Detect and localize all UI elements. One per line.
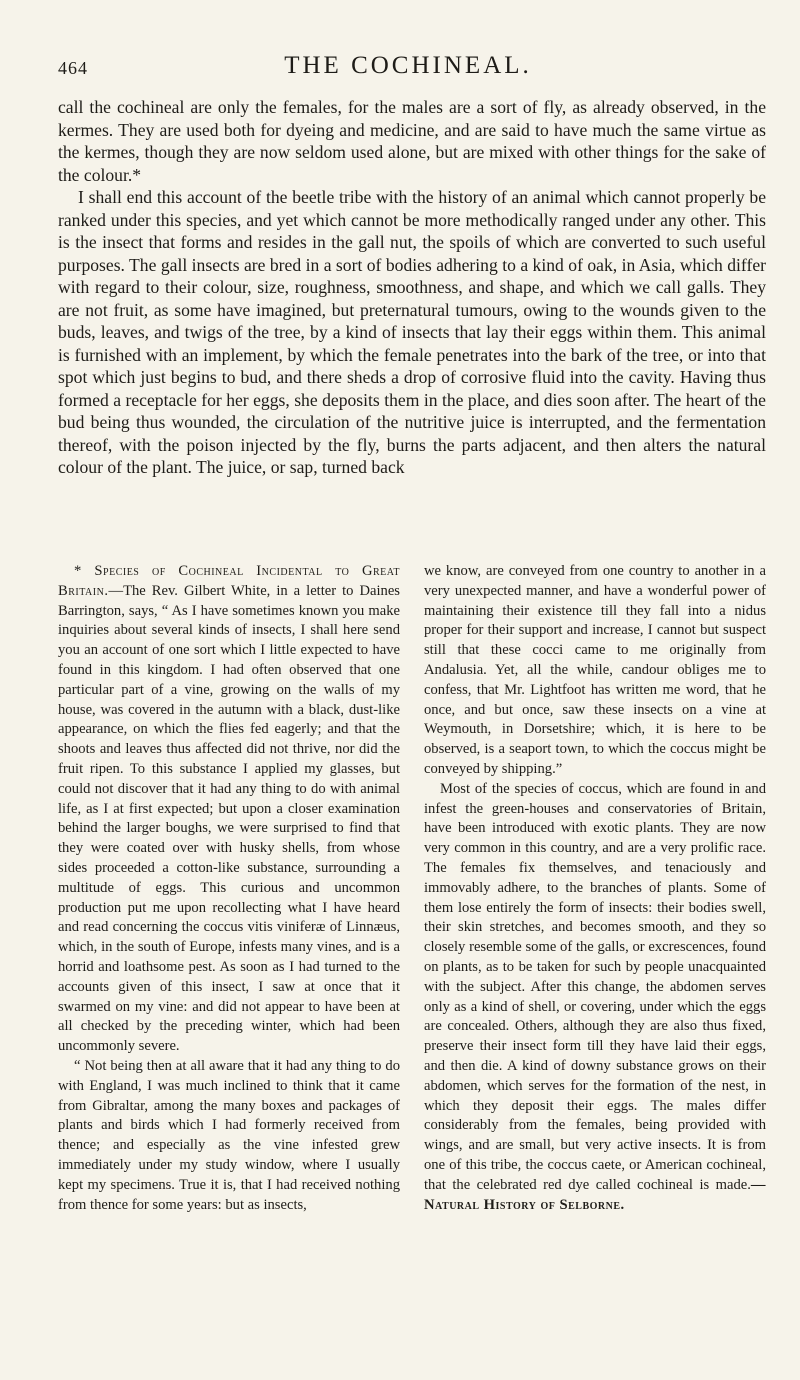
footnote-column-left	[58, 562, 400, 1215]
footnote-paragraph-2: “ Not being then at all aware that it had any thing to do with England, I was much inclined to think that it came from Gibraltar, among the many boxes and packages of plants and birds which I had formerly received from thence; and especially as the vine infested grew immediately under my study window, where I usually kept my specimens. True it is, that I had received nothing from thence for some years: but as insects,	[58, 1057, 400, 1213]
running-title: THE COCHINEAL.	[284, 52, 532, 79]
footnote-paragraph-4	[424, 780, 766, 1216]
footnote-source: —Natural History of Selborne.	[424, 1176, 766, 1213]
main-text	[58, 96, 766, 479]
page-header	[58, 52, 758, 82]
footnote-text-1: —The Rev. Gilbert White, in a letter to Daines Barrington, says, “ As I have sometimes known you make inquiries about several kinds of insects, I shall here send you an account of one sort which I little expected to have found in this kingdom. I had often observed that one particular part of a vine, growing on the walls of my house, was covered in the autumn with a black, dust-like appearance, on which the flies fed eagerly; and that the shoots and leaves thus affected did not thrive, nor did the fruit ripen. To this substance I applied my glasses, but could not discover that it had any thing to do with animal life, as I at first expected; but upon a closer examination behind the larger boughs, we were surprised to find that they were coated over with husky shells, from whose sides proceeded a cotton-like substance, surrounding a multitude of eggs. This curious and uncommon production put me upon recollecting what I have heard and read concerning the coccus vitis viniferæ of Linnæus, which, in the south of Europe, infests many vines, and is a horrid and loathsome pest. As soon as I had turned to the accounts given of this insect, I saw at once that it swarmed on my vine: and did not appear to have been at all checked by the preceding winter, which had been uncommonly severe.	[58, 582, 400, 1055]
footnote-paragraph-1	[58, 562, 400, 1057]
paragraph-continuation: call the cochineal are only the females, for the males are a sort of fly, as already observed, in the kermes. They are used both for dyeing and medicine, and are said to have much the same virtue as the kermes, though they are now seldom used alone, but are mixed with other things for the sake of the colour.*	[58, 97, 766, 185]
paragraph-gall-insect: I shall end this account of the beetle tribe with the history of an animal which cannot properly be ranked under this species, and yet which cannot be more methodically ranged under any other. This is the insect that forms and resides in the gall nut, the spoils of which are converted to such useful purposes. The gall insects are bred in a sort of bodies adhering to a kind of oak, in Asia, which differ with regard to their colour, size, roughness, smoothness, and shape, and which we call galls. They are not fruit, as some have imagined, but preternatural tumours, owing to the wounds given to the buds, leaves, and twigs of the tree, by a kind of insects that lay their eggs within them. This animal is furnished with an implement, by which the female penetrates into the bark of the tree, or into that spot which just begins to bud, and there sheds a drop of corrosive fluid into the cavity. Having thus formed a receptacle for her eggs, she deposits them in the place, and dies soon after. The heart of the bud being thus wounded, the circulation of the nutritive juice is interrupted, and the fermentation thereof, with the poison injected by the fly, burns the parts adjacent, and then alters the natural colour of the plant. The juice, or sap, turned back	[58, 187, 766, 477]
footnote-paragraph-3: we know, are conveyed from one country to another in a very unexpected manner, and have a wonderful power of maintaining their existence till they fall into a nidus proper for their support and increase, I cannot but suspect still that these cocci came to me originally from Andalusia. Yet, all the while, candour obliges me to confess, that Mr. Lightfoot has written me word, that he once, and but once, saw these insects on a vine at Weymouth, in Dorsetshire; which, it is here to be observed, is a seaport town, to which the coccus might be conveyed by shipping.”	[424, 563, 766, 777]
footnote-text-4: Most of the species of coccus, which are found in and infest the green-houses and conservatories of Britain, have been introduced with exotic plants. They are now very common in this country, and are a very prolific race. The females fix themselves, and tenaciously and immovably adhere, to the branches of plants. Some of them lose entirely the form of insects: their bodies swell, their skin stretches, and becomes smooth, and they so closely resemble some of the galls, or excrescences, found on plants, as to be taken for such by people unacquainted with the subject. After this change, the abdomen serves only as a kind of shell, or covering, under which the eggs are concealed. Others, although they are also thus fixed, preserve their insect form till they have laid their eggs, and then die. A kind of downy substance grows on their abdomen, which serves for the formation of the nest, in which they deposit their eggs. The males differ considerably from the females, being provided with wings, and are small, but very active insects. It is from one of this tribe, the coccus caete, or American cochineal, that the celebrated red dye called cochineal is made.	[424, 780, 766, 1193]
page-number: 464	[58, 58, 88, 78]
footnote-column-right	[424, 562, 766, 1215]
footnote-heading: * Species of Cochineal Incidental to Great Britain.	[58, 563, 400, 599]
